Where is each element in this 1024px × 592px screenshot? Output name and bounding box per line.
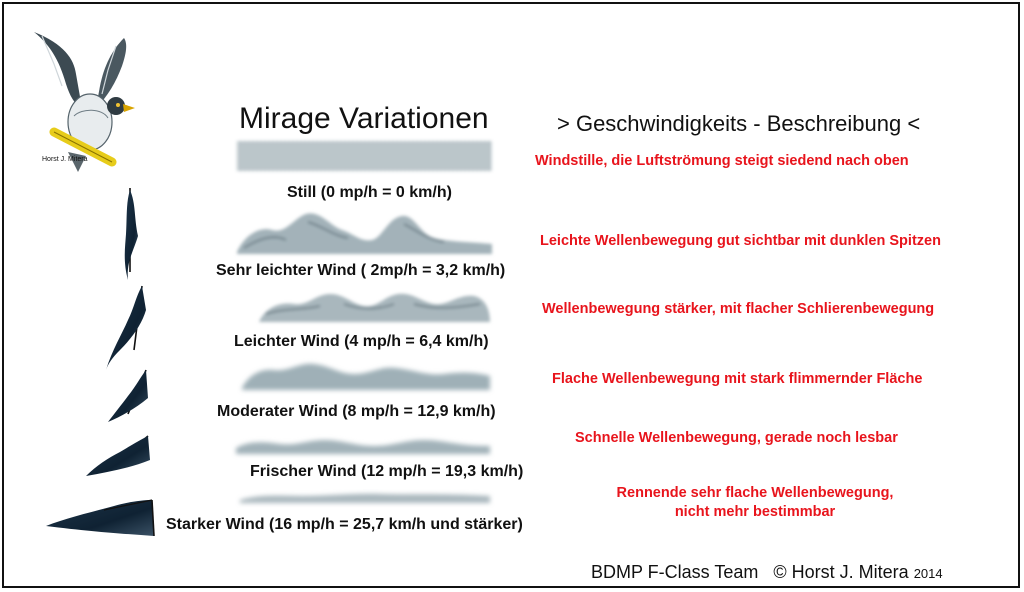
description-still: Windstille, die Luftströmung steigt siedend nach oben <box>535 153 909 169</box>
mirage-band-sehr-leichter <box>237 213 492 254</box>
label-sehr-leichter: Sehr leichter Wind ( 2mp/h = 3,2 km/h) <box>216 262 506 279</box>
footer <box>591 562 943 583</box>
falcon-logo-icon <box>34 32 135 172</box>
footer-copyright: © Horst J. Mitera <box>773 562 909 582</box>
wind-flag-still <box>125 188 138 280</box>
mirage-band-frischer <box>236 440 490 454</box>
wind-flag-moderater <box>86 436 150 476</box>
footer-team: BDMP F-Class Team <box>591 562 759 582</box>
description-starker <box>592 484 918 522</box>
mirage-band-starker <box>240 494 490 503</box>
description-leichter: Wellenbewegung stärker, mit flacher Schlierenbewegung <box>542 301 935 317</box>
label-frischer: Frischer Wind (12 mp/h = 19,3 km/h) <box>250 463 524 480</box>
diagram-frame <box>2 2 1020 588</box>
label-starker: Starker Wind (16 mp/h = 25,7 km/h und stärker) <box>166 516 523 533</box>
subtitle: > Geschwindigkeits - Beschreibung < <box>557 111 921 136</box>
page-title: Mirage Variationen <box>239 102 489 135</box>
mirage-band-leichter <box>259 294 490 322</box>
label-moderater: Moderater Wind (8 mp/h = 12,9 km/h) <box>217 403 496 420</box>
wind-flag-leichter <box>108 370 148 422</box>
description-sehr-leichter: Leichte Wellenbewegung gut sichtbar mit dunklen Spitzen <box>540 233 941 249</box>
description-moderater: Flache Wellenbewegung mit stark flimmernder Fläche <box>552 371 923 387</box>
description-starker-line2: nicht mehr bestimmbar <box>674 504 836 520</box>
wind-flag-sehr-leichter <box>106 286 146 370</box>
label-still: Still (0 mp/h = 0 km/h) <box>287 184 452 201</box>
mirage-band-moderater <box>242 364 490 390</box>
footer-year: 2014 <box>913 566 943 581</box>
label-leichter: Leichter Wind (4 mp/h = 6,4 km/h) <box>234 333 489 350</box>
description-frischer: Schnelle Wellenbewegung, gerade noch lesbar <box>575 430 898 446</box>
logo-caption: Horst J. Mitera <box>42 156 88 163</box>
description-starker-line1: Rennende sehr flache Wellenbewegung, <box>616 485 894 501</box>
wind-flag-starker <box>46 500 154 536</box>
mirage-band-still <box>237 141 492 171</box>
